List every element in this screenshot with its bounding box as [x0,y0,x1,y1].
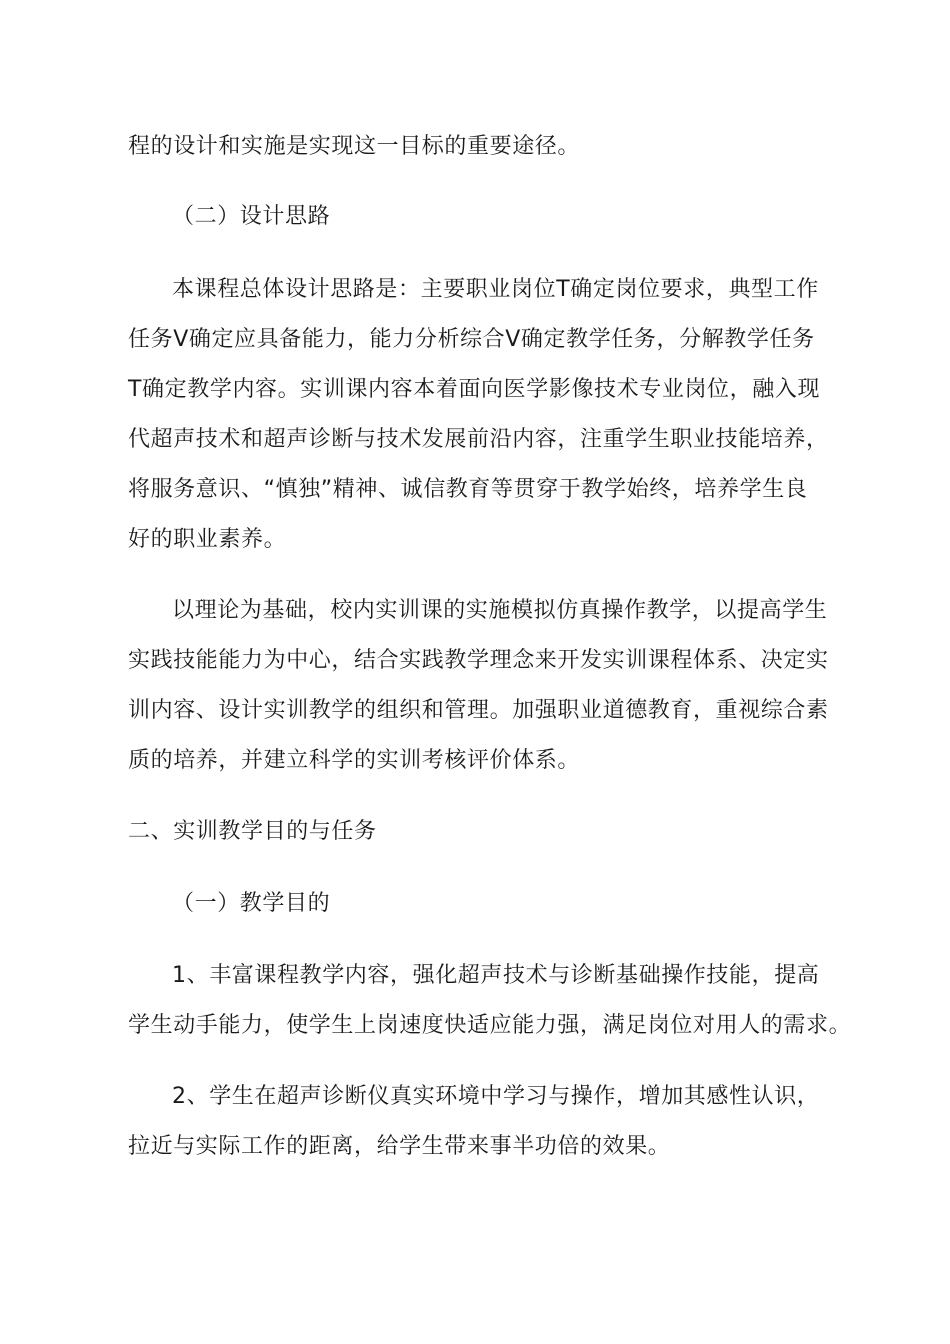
paragraph-line: 质的培养，并建立科学的实训考核评价体系。 [128,748,581,773]
paragraph-line: 程的设计和实施是实现这一目标的重要途径。 [128,134,581,159]
paragraph-line: 1、丰富课程教学内容，强化超声技术与诊断基础操作技能，提高 [172,963,820,988]
paragraph-line: 实践技能能力为中心，结合实践教学理念来开发实训课程体系、决定实 [128,648,829,673]
paragraph-line: 训内容、设计实训教学的组织和管理。加强职业道德教育，重视综合素 [128,698,829,723]
section-heading: （二）设计思路 [172,204,331,229]
paragraph-line: 2、学生在超声诊断仪真实环境中学习与操作，增加其感性认识， [172,1084,820,1109]
paragraph-line: 以理论为基础，校内实训课的实施模拟仿真操作教学，以提高学生 [172,598,828,623]
paragraph-line: 将服务意识、“慎独”精神、诚信教育等贯穿于教学始终，培养学生良 [128,477,808,502]
paragraph-line: 本课程总体设计思路是：主要职业岗位T确定岗位要求，典型工作 [172,277,819,302]
paragraph-line: 拉近与实际工作的距离，给学生带来事半功倍的效果。 [128,1134,671,1159]
paragraph-line: 学生动手能力，使学生上岗速度快适应能力强，满足岗位对用人的需求。 [128,1013,852,1038]
paragraph-line: T确定教学内容。实训课内容本着面向医学影像技术专业岗位，融入现 [128,377,821,402]
chapter-heading: 二、实训教学目的与任务 [128,819,377,844]
section-heading: （一）教学目的 [172,891,331,916]
paragraph-line: 代超声技术和超声诊断与技术发展前沿内容，注重学生职业技能培养， [128,427,829,452]
paragraph-line: 好的职业素养。 [128,527,287,552]
paragraph-line: 任务V确定应具备能力，能力分析综合V确定教学任务，分解教学任务 [128,327,815,352]
